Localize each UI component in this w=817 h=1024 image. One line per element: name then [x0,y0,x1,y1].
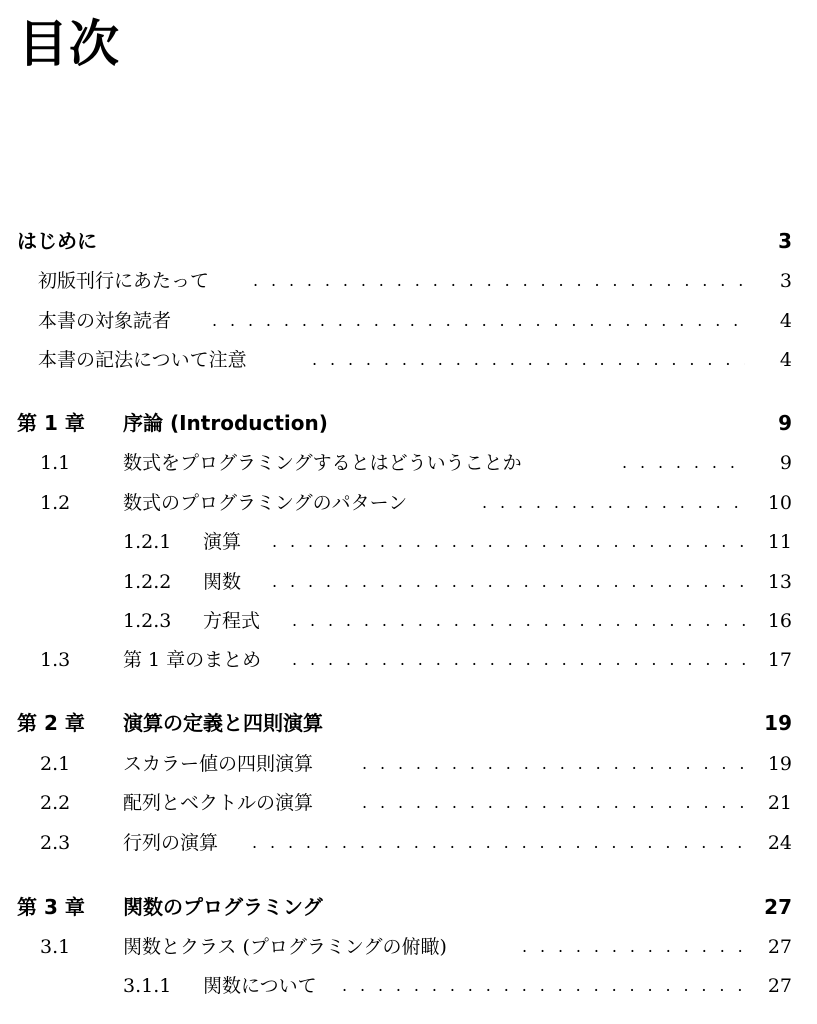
toc-entry[interactable] [0,567,817,597]
toc-entry[interactable] [0,645,817,675]
dot-leader [253,266,745,296]
dot-leader [272,567,745,597]
toc-label: 初版刊行にあたって [38,270,210,292]
toc-page-number: 3 [778,229,792,253]
toc-page-number: 13 [767,571,792,593]
toc-entry[interactable] [0,606,817,636]
toc-page-number: 16 [767,610,792,632]
toc-label: 関数について [203,975,317,997]
toc-label: 演算の定義と四則演算 [123,711,323,735]
toc-page-number: 24 [767,832,792,854]
dot-leader [252,828,745,858]
toc-label: 数式のプログラミングのパターン [123,492,408,514]
toc-entry[interactable] [0,788,817,818]
toc-entry[interactable] [0,828,817,858]
page-title: 目次 [18,15,120,73]
toc-page-number: 19 [767,753,792,775]
section-number: 2.1 [40,753,71,775]
section-number: 1.2.1 [123,531,172,553]
section-number: 3.1.1 [123,975,172,997]
dot-leader [522,932,745,962]
toc-page-number: 10 [767,492,792,514]
section-number: 1.2.2 [123,571,172,593]
chapter-number: 第 1 章 [17,411,85,435]
toc-label: 数式をプログラミングするとはどういうことか [123,452,522,474]
section-number: 1.2 [40,492,71,514]
dot-leader [362,788,745,818]
toc-page-number: 19 [764,711,792,735]
toc-label: はじめに [17,229,97,253]
section-number: 1.2.3 [123,610,172,632]
toc-entry[interactable] [0,266,817,296]
toc-chapter-3[interactable] [0,892,817,922]
dot-leader [212,306,745,336]
toc-entry[interactable] [0,527,817,557]
toc-entry[interactable] [0,488,817,518]
dot-leader [622,448,745,478]
toc-label: 序論 (Introduction) [123,411,328,435]
toc-label: 配列とベクトルの演算 [123,792,314,814]
toc-page-number: 3 [779,270,792,292]
toc-entry[interactable] [0,971,817,1001]
dot-leader [292,645,745,675]
section-number: 1.1 [40,452,71,474]
section-number: 1.3 [40,649,71,671]
dot-leader [292,606,745,636]
toc-chapter-preface[interactable] [0,226,817,256]
toc-label: 第 1 章のまとめ [123,649,262,671]
toc-label: 本書の対象読者 [38,310,172,332]
dot-leader [362,749,745,779]
toc-entry[interactable] [0,932,817,962]
section-number: 3.1 [40,936,71,958]
toc-label: 方程式 [203,610,261,632]
toc-page-number: 4 [779,349,792,371]
chapter-number: 第 2 章 [17,711,85,735]
toc-chapter-2[interactable] [0,708,817,738]
toc-page-number: 9 [779,452,792,474]
toc-chapter-1[interactable] [0,408,817,438]
toc-page-number: 27 [767,975,792,997]
dot-leader [482,488,745,518]
section-number: 2.3 [40,832,71,854]
toc-page-number: 27 [764,895,792,919]
toc-page-number: 9 [778,411,792,435]
toc-label: 関数とクラス (プログラミングの俯瞰) [123,936,447,958]
toc-page-number: 11 [767,531,792,553]
dot-leader [272,527,745,557]
toc-page-number: 4 [779,310,792,332]
toc-label: 本書の記法について注意 [38,349,247,371]
toc-label: 関数のプログラミング [123,895,323,919]
toc-label: 演算 [203,531,242,553]
toc-page-number: 21 [767,792,792,814]
chapter-number: 第 3 章 [17,895,85,919]
toc-label: スカラー値の四則演算 [123,753,314,775]
toc-page-number: 27 [767,936,792,958]
toc-entry[interactable] [0,448,817,478]
toc-entry[interactable] [0,306,817,336]
toc-entry[interactable] [0,749,817,779]
toc-label: 行列の演算 [123,832,219,854]
toc-label: 関数 [203,571,242,593]
toc-page-number: 17 [767,649,792,671]
section-number: 2.2 [40,792,71,814]
dot-leader [312,345,745,375]
dot-leader [342,971,745,1001]
toc-entry[interactable] [0,345,817,375]
